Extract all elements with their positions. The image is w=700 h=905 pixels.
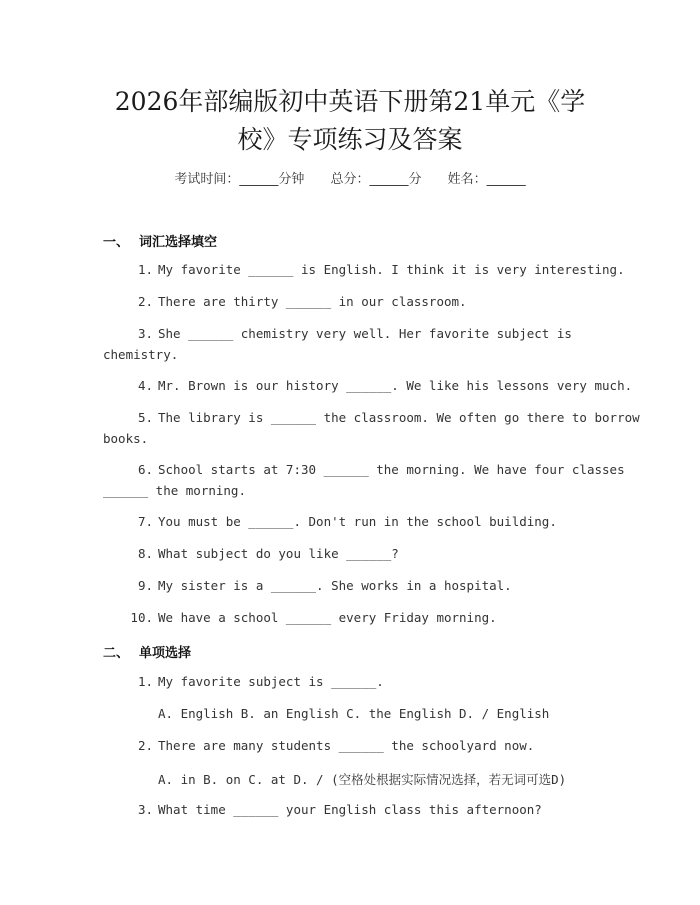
question-text: My favorite ______ is English. I think it is very interesting.: [158, 262, 625, 277]
question: [103, 799, 603, 820]
question-number: 2.: [137, 294, 153, 309]
question-number: 10.: [130, 610, 153, 625]
question: [103, 543, 603, 564]
exam-meta: [0, 168, 700, 187]
section-heading: [103, 231, 217, 250]
question: [103, 375, 633, 396]
question-number: 7.: [137, 514, 153, 529]
question-text: You must be ______. Don't run in the school building.: [158, 514, 557, 529]
question-text: My sister is a ______. She works in a hospital.: [158, 578, 512, 593]
question-number: 4.: [137, 378, 153, 393]
question-number: 9.: [137, 578, 153, 593]
document-title-line1: 2026年部编版初中英语下册第21单元《学: [114, 87, 586, 116]
exam-total-score: 总分：______分: [330, 172, 422, 187]
document-title-line2: 校》专项练习及答案: [237, 125, 463, 154]
question-text: What subject do you like ______?: [158, 546, 399, 561]
section-title: 词汇选择填空: [139, 235, 218, 250]
question-number: 3.: [137, 326, 153, 341]
question: [103, 511, 603, 532]
question: [103, 735, 603, 756]
question-text-continued: ______ the morning.: [103, 483, 246, 498]
question-text-continued: chemistry.: [103, 347, 179, 362]
question: [103, 259, 625, 280]
question-number: 6.: [137, 462, 153, 477]
question-number: 2.: [137, 738, 153, 753]
question-number: 1.: [137, 262, 153, 277]
question-text: The library is ______ the classroom. We often go there to borrow: [158, 410, 640, 425]
question-text: We have a school ______ every Friday morning.: [158, 610, 497, 625]
question: [103, 407, 640, 449]
exam-time: 考试时间：______分钟: [174, 172, 305, 187]
question-text: She ______ chemistry very well. Her favorite subject is: [158, 326, 572, 341]
question: [103, 459, 625, 501]
question-text: What time ______ your English class this afternoon?: [158, 802, 542, 817]
question-number: 5.: [137, 410, 153, 425]
question-text: There are many students ______ the schoolyard now.: [158, 738, 535, 753]
section-number: 二、: [103, 646, 130, 661]
question-text: Mr. Brown is our history ______. We like his lessons very much.: [158, 378, 633, 393]
section-heading: [103, 642, 191, 661]
section-number: 一、: [103, 235, 130, 250]
question-text: School starts at 7:30 ______ the morning. We have four classes: [158, 462, 625, 477]
question: [103, 607, 603, 628]
question-text: My favorite subject is ______.: [158, 674, 384, 689]
question-text: There are thirty ______ in our classroom.: [158, 294, 467, 309]
question-number: 8.: [137, 546, 153, 561]
answer-options: A. in B. on C. at D. / (空格处根据实际情况选择，若无词可选D): [158, 772, 567, 787]
question-number: 3.: [137, 802, 153, 817]
section-title: 单项选择: [139, 646, 192, 661]
question: [103, 323, 603, 365]
question: [103, 291, 603, 312]
question: [103, 575, 603, 596]
answer-options: A. English B. an English C. the English D. / English: [158, 706, 550, 721]
question: [103, 671, 603, 692]
question-number: 1.: [137, 674, 153, 689]
student-name: 姓名：______: [447, 172, 526, 187]
question-text-continued: books.: [103, 431, 149, 446]
